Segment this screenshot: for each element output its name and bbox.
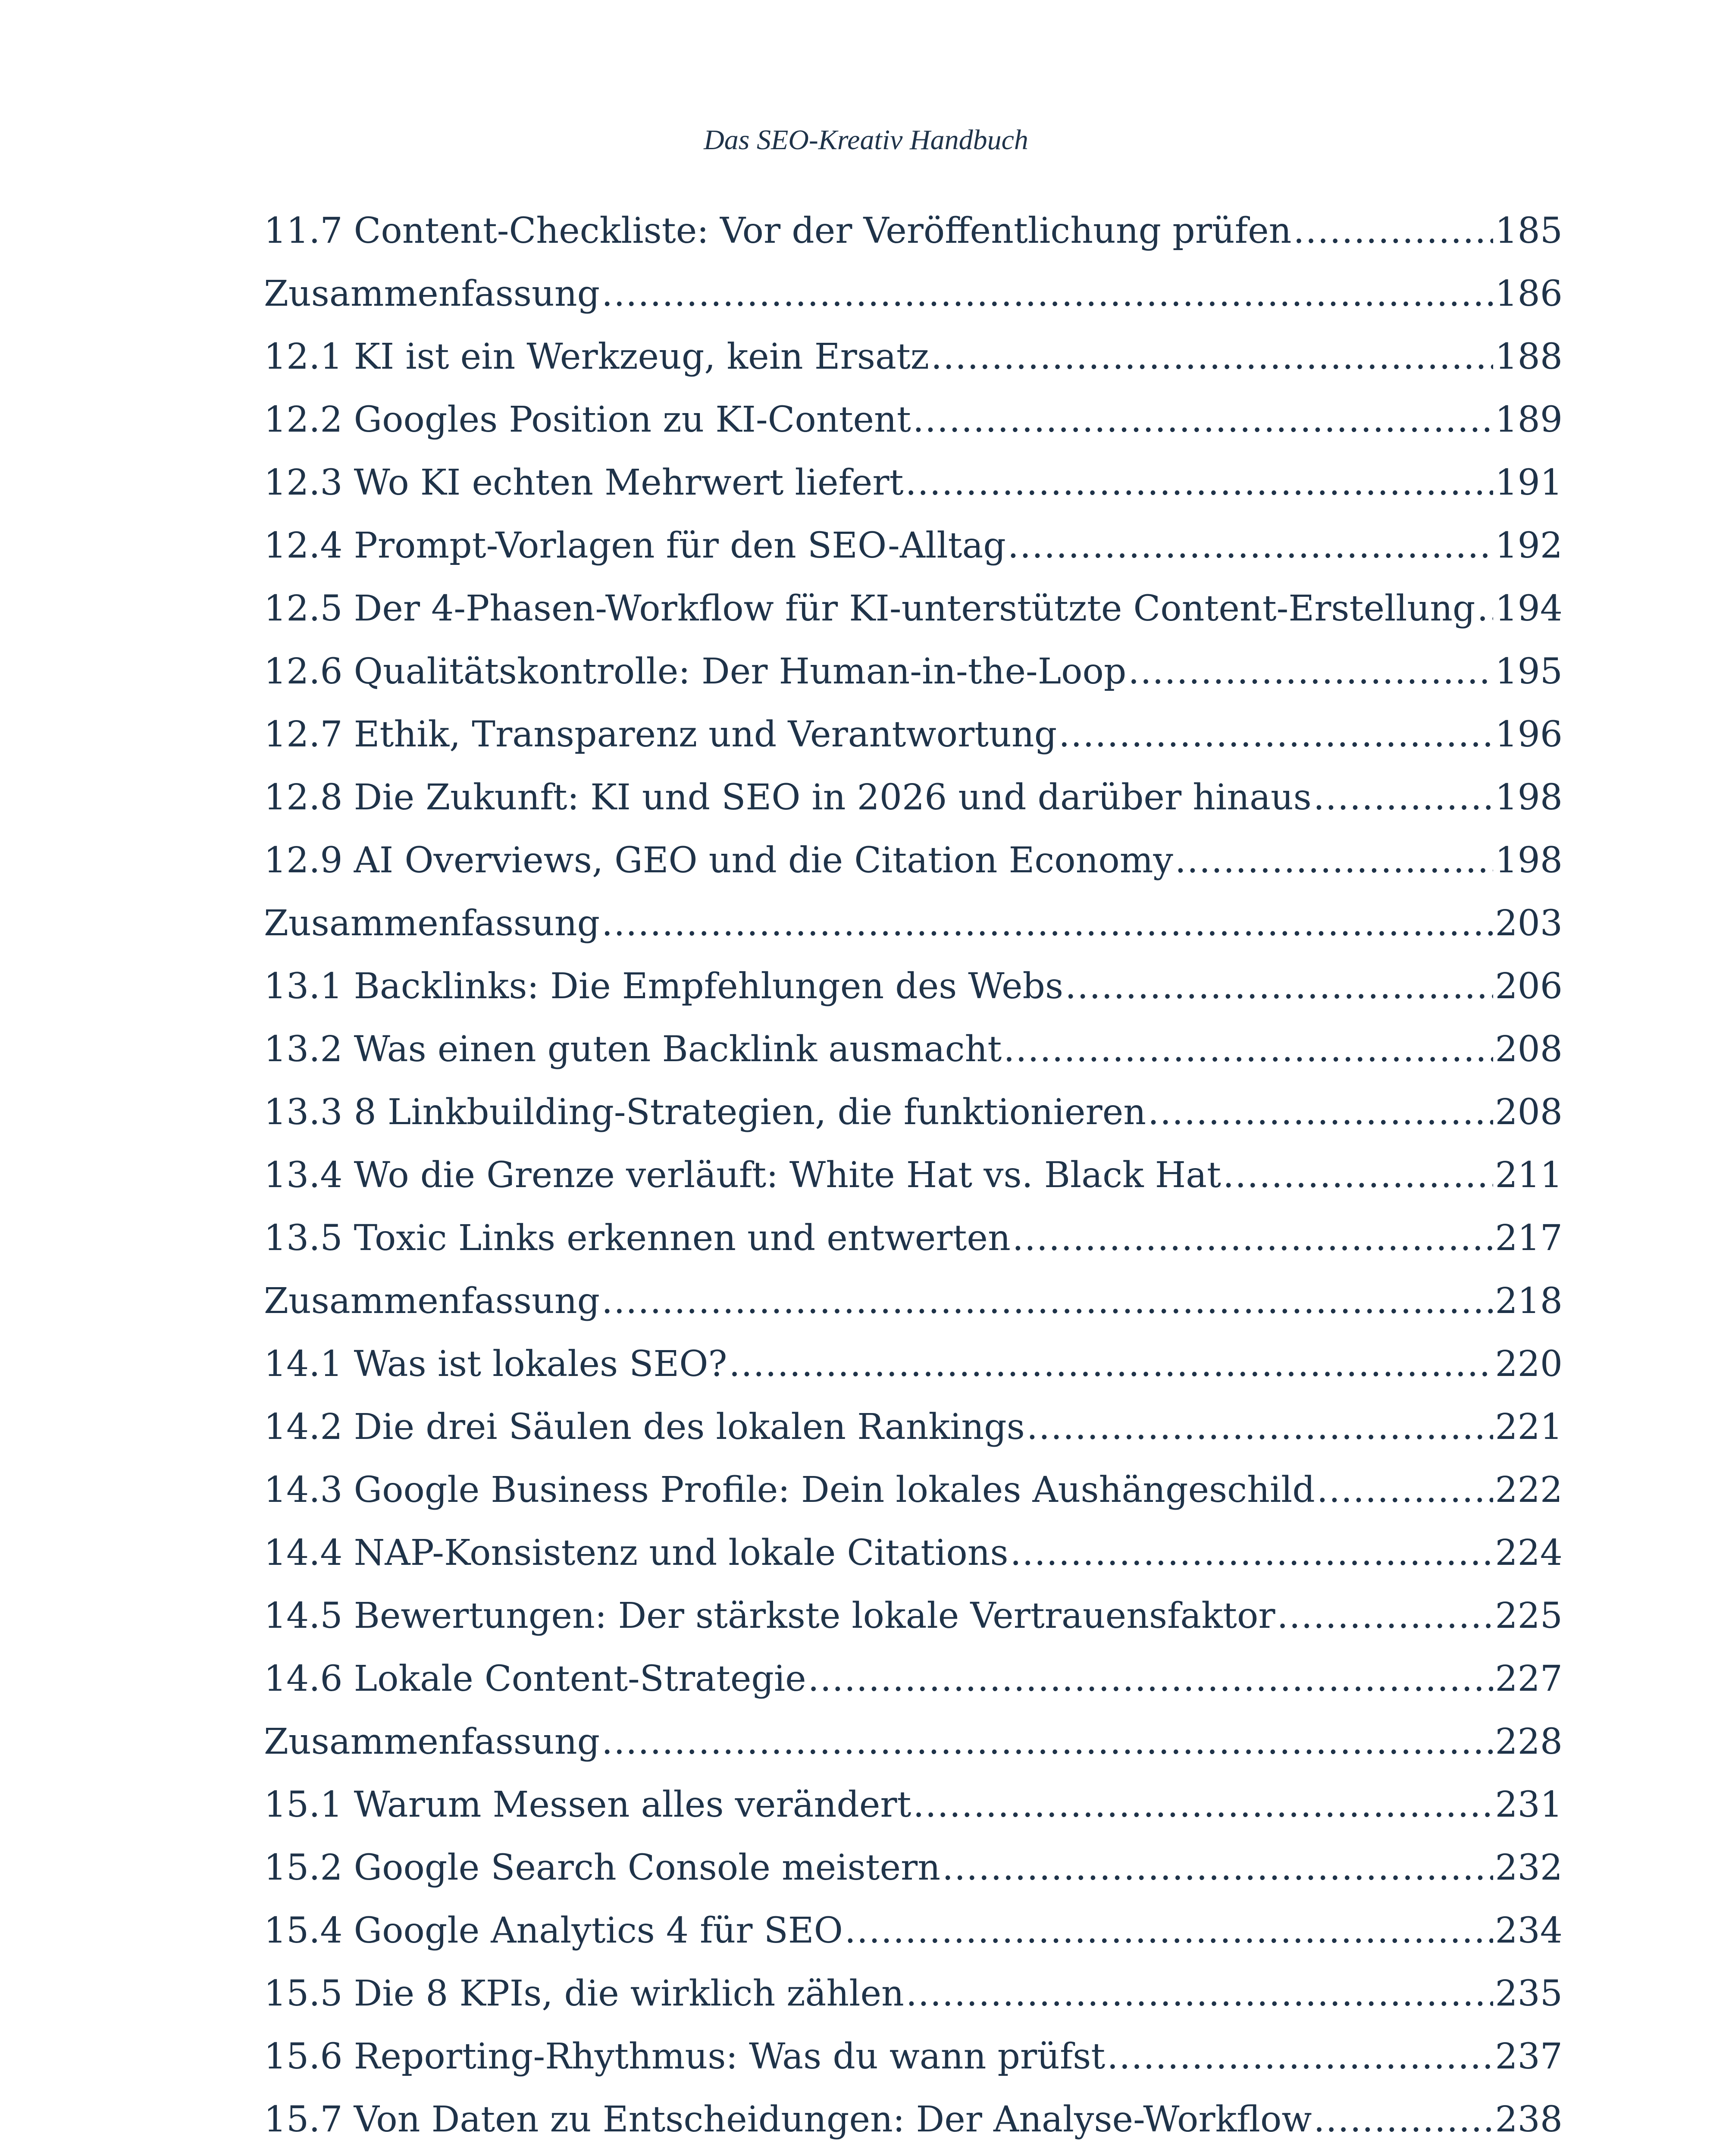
toc-entry[interactable] [264,1899,1563,1962]
toc-dot-leader [1175,829,1494,892]
toc-entry-title: 14.4 NAP-Konsistenz und lokale Citations [264,1532,1009,1573]
toc-entry-page: 224 [1495,1532,1563,1573]
toc-dot-leader [905,451,1494,514]
toc-entry[interactable] [264,200,1563,263]
toc-entry-title: 12.7 Ethik, Transparenz und Verantwortung [264,714,1057,755]
toc-entry-page: 208 [1495,1092,1563,1133]
toc-entry-page: 195 [1495,651,1563,692]
toc-entry[interactable] [264,1522,1563,1585]
toc-entry-title: 12.6 Qualitätskontrolle: Der Human-in-the-Loop [264,651,1127,692]
toc-entry-page: 196 [1495,714,1563,755]
toc-entry-title: 14.1 Was ist lokales SEO? [264,1344,727,1385]
toc-entry-page: 221 [1495,1407,1563,1448]
toc-entry-title: 12.1 KI ist ein Werkzeug, kein Ersatz [264,336,929,377]
toc-entry-page [1495,2151,1563,2156]
toc-dot-leader [1313,766,1494,829]
toc-entry-title [264,2151,600,2156]
toc-entry-title: 13.4 Wo die Grenze verläuft: White Hat vs. Black Hat [264,1155,1221,1196]
toc-entry[interactable] [264,1711,1563,1774]
toc-entry-title: 15.7 Von Daten zu Entscheidungen: Der Analyse-Workflow [264,2099,1312,2140]
toc-entry[interactable] [264,2088,1563,2151]
toc-entry-title: Zusammenfassung [264,1281,600,1322]
toc-dot-leader [1293,200,1493,263]
toc-entry-page: 211 [1495,1155,1563,1196]
toc-entry-title: 15.1 Warum Messen alles verändert [264,1784,911,1825]
toc-entry[interactable] [264,766,1563,829]
toc-entry-page: 237 [1495,2036,1563,2077]
toc-dot-leader [942,1836,1493,1899]
toc-dot-leader [1065,955,1493,1018]
toc-dot-leader [1008,514,1494,577]
toc-entry-page: 238 [1495,2099,1563,2140]
toc-dot-leader [601,892,1493,955]
toc-entry[interactable] [264,1774,1563,1836]
toc-entry[interactable] [264,577,1563,640]
toc-dot-leader [1223,1144,1493,1207]
toc-entry[interactable] [264,1333,1563,1396]
toc-entry-title: 12.2 Googles Position zu KI-Content [264,399,911,440]
toc-entry[interactable] [264,1962,1563,2025]
toc-entry-title: Zusammenfassung [264,273,600,314]
toc-entry[interactable] [264,1018,1563,1081]
toc-entry[interactable] [264,1270,1563,1333]
toc-entry[interactable] [264,2151,1563,2156]
toc-entry[interactable] [264,892,1563,955]
toc-entry-page: 208 [1495,1029,1563,1070]
toc-entry[interactable] [264,1836,1563,1899]
toc-dot-leader [1107,2025,1493,2088]
toc-entry-title: 12.9 AI Overviews, GEO und die Citation Economy [264,840,1173,881]
toc-entry-title: 14.2 Die drei Säulen des lokalen Rankings [264,1407,1025,1448]
toc-dot-leader [906,1962,1494,2025]
toc-entry-title: 13.2 Was einen guten Backlink ausmacht [264,1029,1002,1070]
toc-entry[interactable] [264,955,1563,1018]
toc-entry[interactable] [264,1144,1563,1207]
toc-dot-leader [931,326,1493,389]
toc-entry-title: 14.5 Bewertungen: Der stärkste lokale Vertrauensfaktor [264,1595,1275,1636]
toc-dot-leader [1059,703,1493,766]
toc-entry-page: 191 [1495,462,1563,503]
toc-entry-page: 188 [1495,336,1563,377]
toc-entry-page: 228 [1495,1721,1563,1762]
toc-entry-page: 232 [1495,1847,1563,1888]
toc-dot-leader [1277,1585,1494,1648]
toc-entry-title: 15.2 Google Search Console meistern [264,1847,941,1888]
toc-dot-leader [1148,1081,1493,1144]
toc-entry-title: 14.6 Lokale Content-Strategie [264,1658,806,1699]
toc-dot-leader [1477,577,1494,640]
toc-entry-page: 185 [1495,210,1563,251]
toc-entry[interactable] [264,1585,1563,1648]
toc-entry-page: 203 [1495,903,1563,944]
toc-entry-title: Zusammenfassung [264,1721,600,1762]
toc-entry[interactable] [264,326,1563,389]
toc-entry[interactable] [264,640,1563,703]
toc-entry-title: 15.4 Google Analytics 4 für SEO [264,1910,843,1951]
toc-entry[interactable] [264,1459,1563,1522]
running-header-title: Das SEO-Kreativ Handbuch [704,124,1028,156]
toc-dot-leader [601,1270,1493,1333]
toc-dot-leader [1128,640,1493,703]
toc-entry-page: 220 [1495,1344,1563,1385]
toc-entry[interactable] [264,1081,1563,1144]
toc-entry[interactable] [264,263,1563,326]
toc-entry[interactable] [264,1207,1563,1270]
toc-entry-page: 231 [1495,1784,1563,1825]
toc-entry[interactable] [264,1396,1563,1459]
toc-entry-title: 13.3 8 Linkbuilding-Strategien, die funktionieren [264,1092,1146,1133]
toc-entry-page: 234 [1495,1910,1563,1951]
toc-entry-page: 222 [1495,1470,1563,1510]
toc-dot-leader [913,389,1494,451]
toc-entry-page: 235 [1495,1973,1563,2014]
toc-entry-page: 198 [1495,840,1563,881]
toc-dot-leader [601,2151,1493,2156]
toc-entry-title: 11.7 Content-Checkliste: Vor der Veröffentlichung prüfen [264,210,1292,251]
toc-entry-title: 15.5 Die 8 KPIs, die wirklich zählen [264,1973,904,2014]
toc-entry[interactable] [264,829,1563,892]
toc-entry-page: 206 [1495,966,1563,1007]
toc-entry-page: 189 [1495,399,1563,440]
toc-entry[interactable] [264,2025,1563,2088]
toc-entry-title: 13.1 Backlinks: Die Empfehlungen des Webs [264,966,1064,1007]
toc-dot-leader [1027,1396,1494,1459]
toc-entry-page: 186 [1495,273,1563,314]
toc-entry-page: 194 [1495,588,1563,629]
toc-dot-leader [845,1899,1494,1962]
toc-entry-page: 217 [1495,1218,1563,1259]
toc-entry-page: 225 [1495,1595,1563,1636]
toc-dot-leader [601,1711,1493,1774]
toc-entry-title: 12.8 Die Zukunft: KI und SEO in 2026 und darüber hinaus [264,777,1312,818]
toc-entry[interactable] [264,514,1563,577]
toc-entry-title: 12.5 Der 4-Phasen-Workflow für KI-unterstützte Content-Erstellung [264,588,1475,629]
toc-entry-page: 198 [1495,777,1563,818]
toc-dot-leader [729,1333,1493,1396]
toc-entry-title: 12.4 Prompt-Vorlagen für den SEO-Alltag [264,525,1006,566]
toc-entry-title: 13.5 Toxic Links erkennen und entwerten [264,1218,1011,1259]
toc-entry-title: 12.3 Wo KI echten Mehrwert liefert [264,462,904,503]
toc-dot-leader [1314,2088,1494,2151]
toc-entry[interactable] [264,451,1563,514]
toc-entry-title: Zusammenfassung [264,903,600,944]
toc-entry-page: 192 [1495,525,1563,566]
toc-dot-leader [913,1774,1494,1836]
table-of-contents [264,200,1563,2156]
toc-entry[interactable] [264,389,1563,451]
toc-dot-leader [1012,1207,1494,1270]
toc-entry-page: 227 [1495,1658,1563,1699]
toc-dot-leader [1317,1459,1494,1522]
toc-entry[interactable] [264,703,1563,766]
toc-entry[interactable] [264,1648,1563,1711]
toc-entry-title: 14.3 Google Business Profile: Dein lokales Aushängeschild [264,1470,1315,1510]
toc-dot-leader [601,263,1493,326]
toc-entry-page: 218 [1495,1281,1563,1322]
toc-dot-leader [808,1648,1494,1711]
toc-dot-leader [1010,1522,1494,1585]
toc-entry-title: 15.6 Reporting-Rhythmus: Was du wann prüfst [264,2036,1106,2077]
toc-dot-leader [1003,1018,1493,1081]
